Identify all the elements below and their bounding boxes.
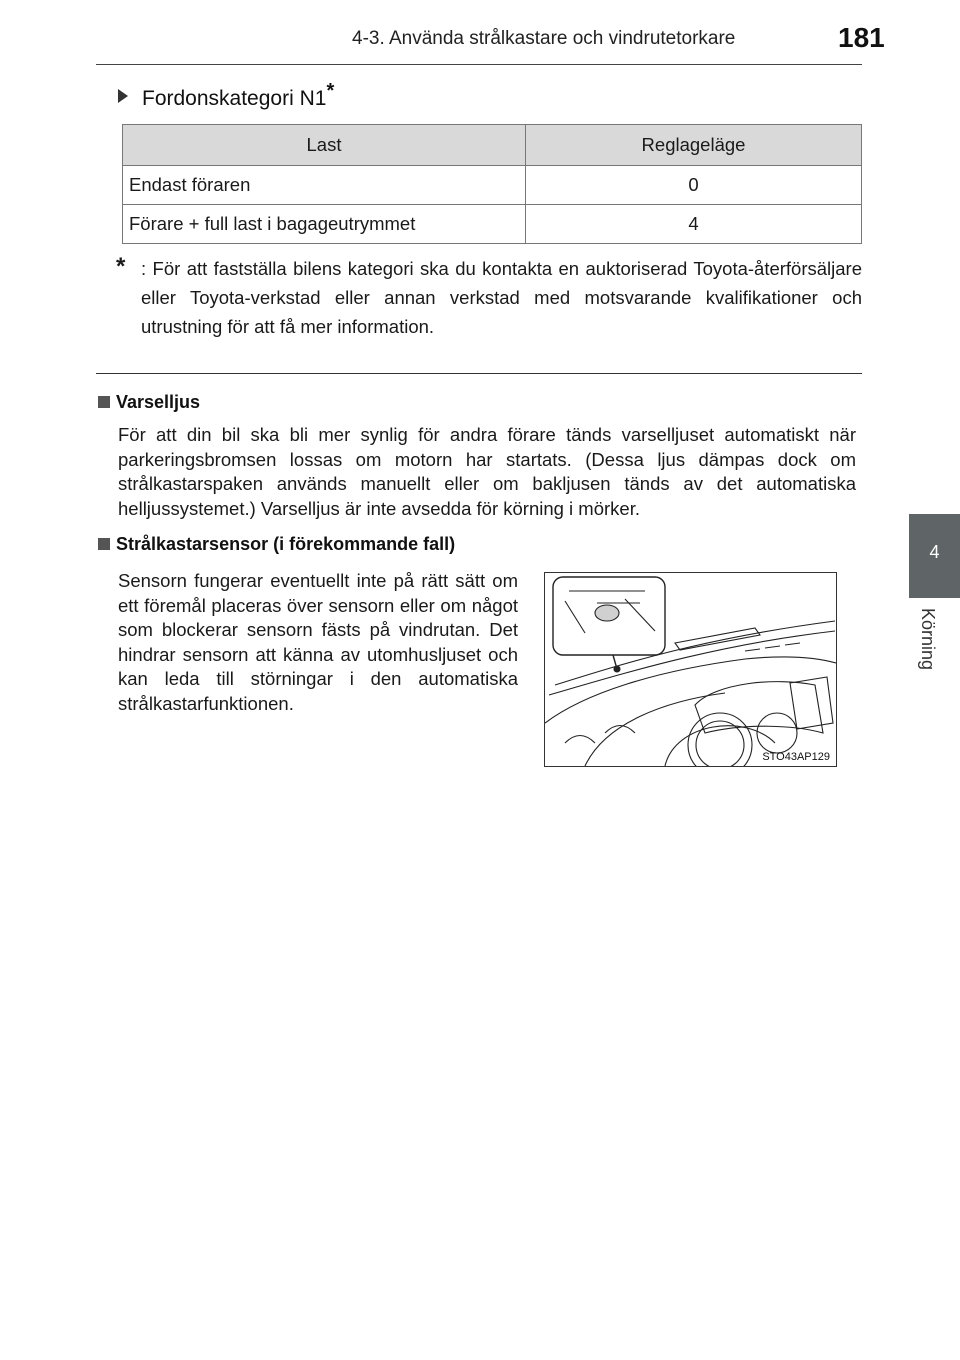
- section-text-light-sensor: Sensorn fungerar eventuellt inte på rätt sätt om ett föremål placeras över sensorn eller om något som blockerar sensorn fästs på vindrutan. Det hindrar sensorn att känna av utomhusljuset och kan leda till störningar i den automatiska strålkastarfunktionen.: [118, 570, 518, 714]
- footnote: [116, 254, 862, 341]
- square-bullet-icon: [98, 538, 110, 550]
- table-cell: Endast föraren: [123, 166, 526, 205]
- illustration-code: STO43AP129: [762, 751, 830, 763]
- chapter-label: Körning: [918, 608, 938, 671]
- page-number: 181: [838, 22, 885, 53]
- table-header-cell: Reglageläge: [526, 125, 862, 166]
- table-header-cell: Last: [123, 125, 526, 166]
- table-header-row: [123, 125, 862, 166]
- square-bullet-icon: [98, 396, 110, 408]
- dashboard-drawing: [545, 573, 836, 766]
- table-cell: Förare + full last i bagageutrymmet: [123, 205, 526, 244]
- section-divider: [96, 373, 862, 374]
- table-row: [123, 205, 862, 244]
- table-row: [123, 166, 862, 205]
- section-heading-light-sensor: Strålkastarsensor (i förekommande fall): [98, 534, 455, 555]
- dashboard-sensor-illustration: [544, 572, 837, 767]
- header-title: 4-3. Använda strålkastare och vindrutetorkare: [352, 28, 736, 49]
- header-rule: [96, 64, 862, 65]
- section-heading-daytime-lights: Varselljus: [98, 392, 200, 413]
- chapter-tab: [909, 514, 960, 598]
- load-table: [122, 124, 862, 244]
- footnote-marker: *: [116, 253, 126, 280]
- asterisk-mark: *: [326, 80, 335, 102]
- section-text-daytime-lights: För att din bil ska bli mer synlig för andra förare tänds varselljuset automatiskt när parkeringsbromsen lossas om motorn har startats. (Dessa ljus dämpas dock om strålkastarspaken används manuellt eller om bakljusen tänds av det automatiska helljussystemet.) Varselljus är inte avsedda för körning i mörker.: [118, 424, 856, 519]
- chapter-number: 4: [929, 542, 940, 562]
- table-cell: 0: [526, 166, 862, 205]
- triangle-bullet-icon: [118, 89, 128, 103]
- footnote-text: : För att fastställa bilens kategori ska du kontakta en auktoriserad Toyota-återförsäljare eller Toyota-verkstad eller annan verkstad med motsvarande kvalifikationer och utrustning för att få mer information.: [141, 258, 862, 337]
- table-cell: 4: [526, 205, 862, 244]
- vehicle-category-heading: Fordonskategori N1*: [118, 80, 334, 111]
